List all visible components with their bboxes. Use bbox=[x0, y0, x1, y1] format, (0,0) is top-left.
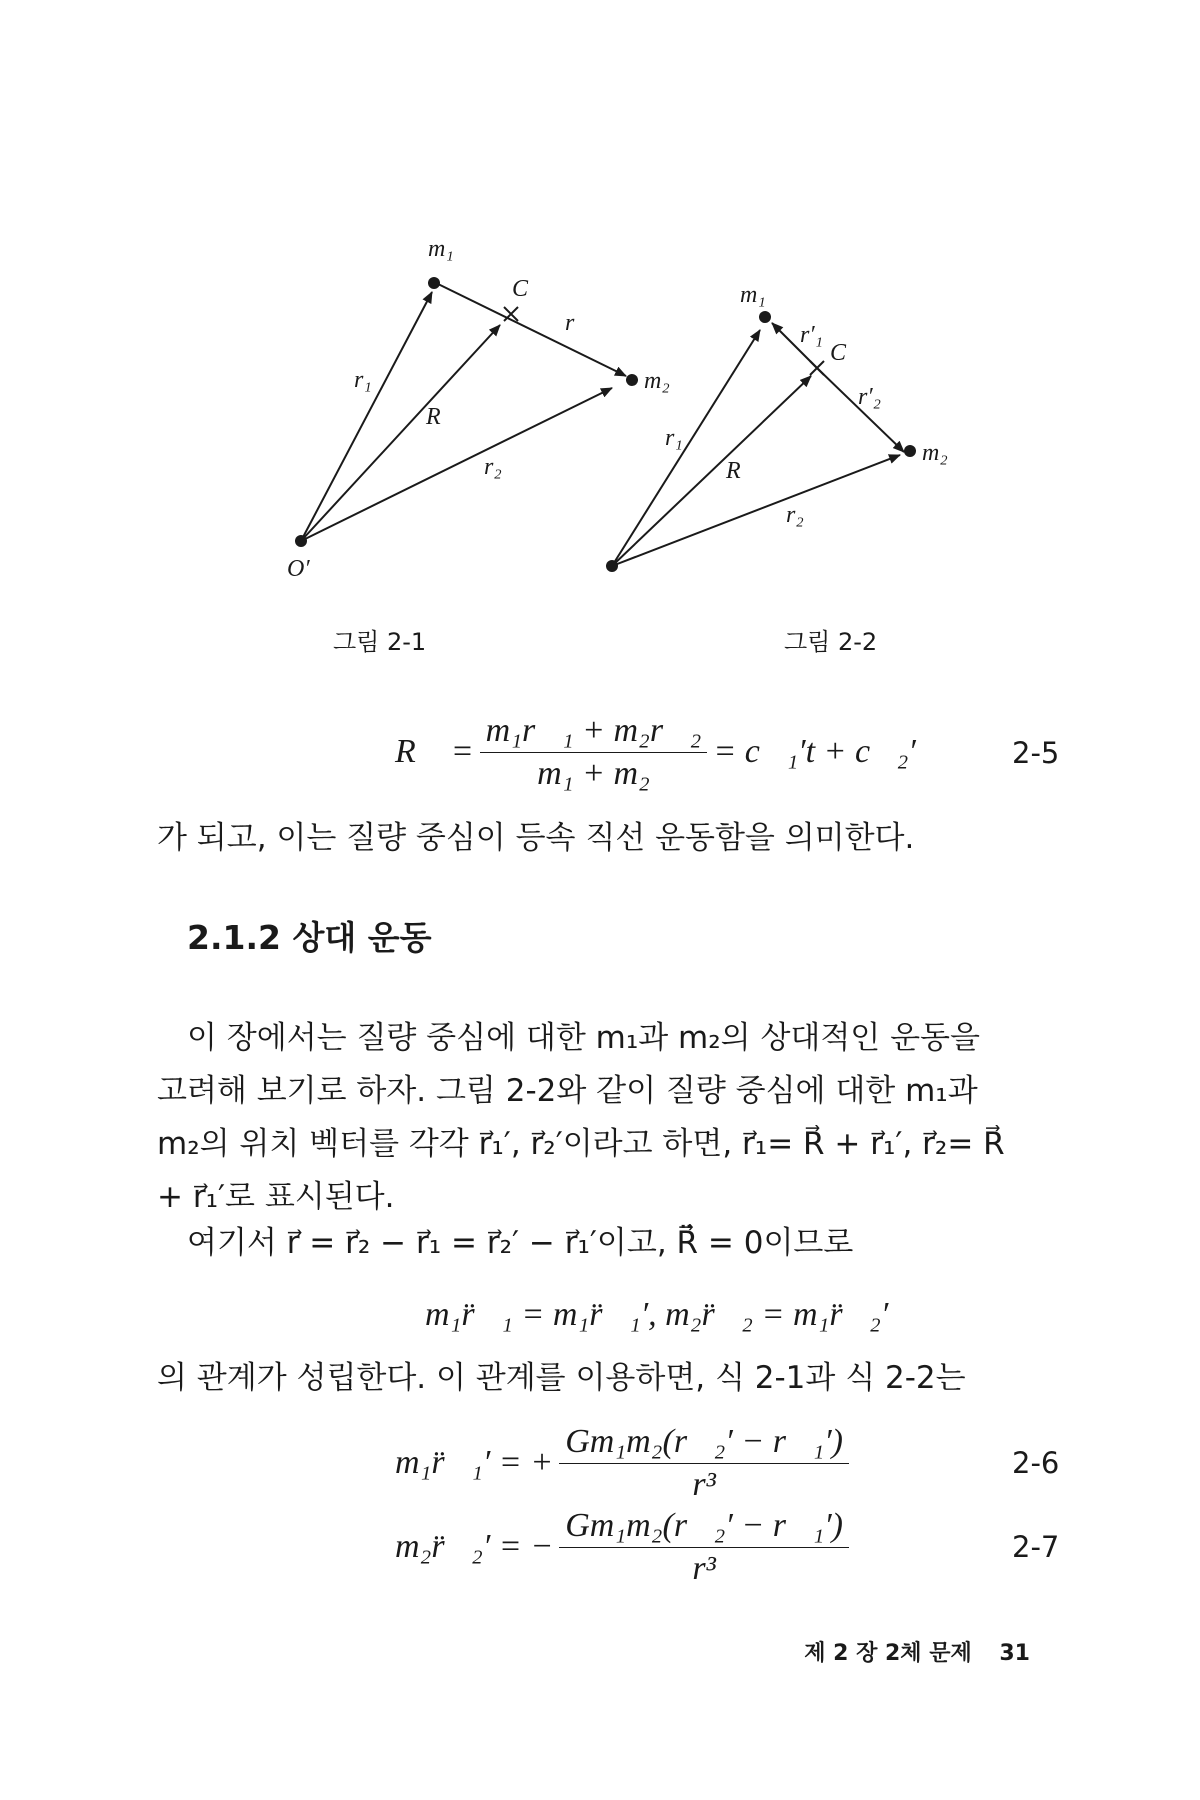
fig2-label-r2p: r′₂ bbox=[858, 384, 881, 410]
fig2-center-mark bbox=[810, 361, 824, 375]
eq25-rhs: = c⃗₁′t + c⃗₂′ bbox=[713, 733, 916, 770]
fig1-vector-r1 bbox=[301, 292, 432, 541]
fig1-label-r: r bbox=[565, 310, 575, 336]
eq26-denominator: r³ bbox=[692, 1465, 716, 1503]
fig2-label-r2: r₂ bbox=[786, 502, 804, 528]
fig2-point-m2 bbox=[904, 445, 916, 457]
para2-line3: m₂의 위치 벡터를 각각 r⃗₁′, r⃗₂′이라고 하면, r⃗₁= R⃗ + r⃗₁′, r⃗₂= R⃗ bbox=[157, 1126, 1005, 1162]
fig2-label-m2: m₂ bbox=[922, 440, 948, 466]
eq25-number: 2-5 bbox=[1012, 736, 1060, 770]
fig2-label-R: R bbox=[726, 458, 741, 484]
fig2-point-m1 bbox=[759, 311, 771, 323]
fig2-label-r1p: r′₁ bbox=[800, 322, 823, 348]
fig2-vector-R bbox=[612, 376, 811, 566]
fig2-vector-r2p bbox=[817, 368, 904, 452]
figures bbox=[0, 0, 1200, 660]
figure2-caption: 그림 2-2 bbox=[784, 628, 878, 656]
fig2-vector-r2 bbox=[612, 455, 900, 566]
fig2-label-r1: r₁ bbox=[665, 425, 683, 451]
fig1-label-r1: r₁ bbox=[354, 367, 372, 393]
fig1-point-m1 bbox=[428, 277, 440, 289]
eq26-number: 2-6 bbox=[1012, 1446, 1060, 1480]
fig1-label-m1: m₁ bbox=[428, 236, 454, 262]
fig1-label-O: O′ bbox=[287, 556, 310, 582]
fig1-vector-R bbox=[301, 325, 500, 541]
paragraph-relation: 의 관계가 성립한다. 이 관계를 이용하면, 식 2-1과 식 2-2는 bbox=[157, 1360, 966, 1396]
eq26-lhs: m₁r̈⃗₁′ = + bbox=[395, 1444, 554, 1481]
fig1-vector-r2 bbox=[301, 388, 612, 541]
fig1-label-C: C bbox=[512, 276, 529, 302]
fig1-point-O bbox=[295, 535, 307, 547]
section-heading: 2.1.2 상대 운동 bbox=[187, 918, 432, 957]
para2-line1: 이 장에서는 질량 중심에 대한 m₁과 m₂의 상대적인 운동을 bbox=[187, 1020, 980, 1056]
fig1-vector-r bbox=[436, 283, 626, 376]
para2-line4: + r⃗₁′로 표시된다. bbox=[157, 1179, 395, 1215]
paragraph-conclusion: 가 되고, 이는 질량 중심이 등속 직선 운동함을 의미한다. bbox=[157, 820, 915, 856]
paragraph-definition: 여기서 r⃗ = r⃗₂ − r⃗₁ = r⃗₂′ − r⃗₁′이고, R̈⃗ = 0이므로 bbox=[187, 1225, 854, 1261]
page-footer bbox=[804, 1636, 1030, 1667]
para2-line2: 고려해 보기로 하자. 그림 2-2와 같이 질량 중심에 대한 m₁과 bbox=[157, 1073, 978, 1109]
eq25-numerator: m₁r⃗₁ + m₂r⃗₂ bbox=[480, 712, 708, 753]
eqrel-text: m₁r̈⃗₁ = m₁r̈⃗₁′, m₂r̈⃗₂ = m₁r̈⃗₂′ bbox=[425, 1296, 889, 1333]
figure1-caption: 그림 2-1 bbox=[333, 628, 427, 656]
eq26-numerator: Gm₁m₂(r⃗₂′ − r⃗₁′) bbox=[559, 1423, 849, 1464]
eq27-number: 2-7 bbox=[1012, 1530, 1060, 1564]
fig2-vector-r1 bbox=[612, 330, 760, 566]
fig1-label-m2: m₂ bbox=[644, 368, 670, 394]
paragraph-relative-motion bbox=[157, 1012, 1057, 1224]
eq27-lhs: m₂r̈⃗₂′ = − bbox=[395, 1528, 554, 1565]
footer-page-number: 31 bbox=[999, 1641, 1030, 1666]
footer-chapter: 제 2 장 2체 문제 bbox=[804, 1641, 972, 1666]
fig1-point-m2 bbox=[626, 374, 638, 386]
eq25-lhs: R⃗ = bbox=[395, 733, 474, 770]
eq27-numerator: Gm₁m₂(r⃗₂′ − r⃗₁′) bbox=[559, 1507, 849, 1548]
fig1-label-R: R bbox=[426, 404, 441, 430]
fig2-label-C: C bbox=[830, 340, 847, 366]
eq25-denominator: m₁ + m₂ bbox=[537, 754, 650, 792]
eq27-denominator: r³ bbox=[692, 1549, 716, 1587]
fig2-point-O bbox=[606, 560, 618, 572]
fig1-label-r2: r₂ bbox=[484, 454, 502, 480]
fig2-label-m1: m₁ bbox=[740, 282, 766, 308]
